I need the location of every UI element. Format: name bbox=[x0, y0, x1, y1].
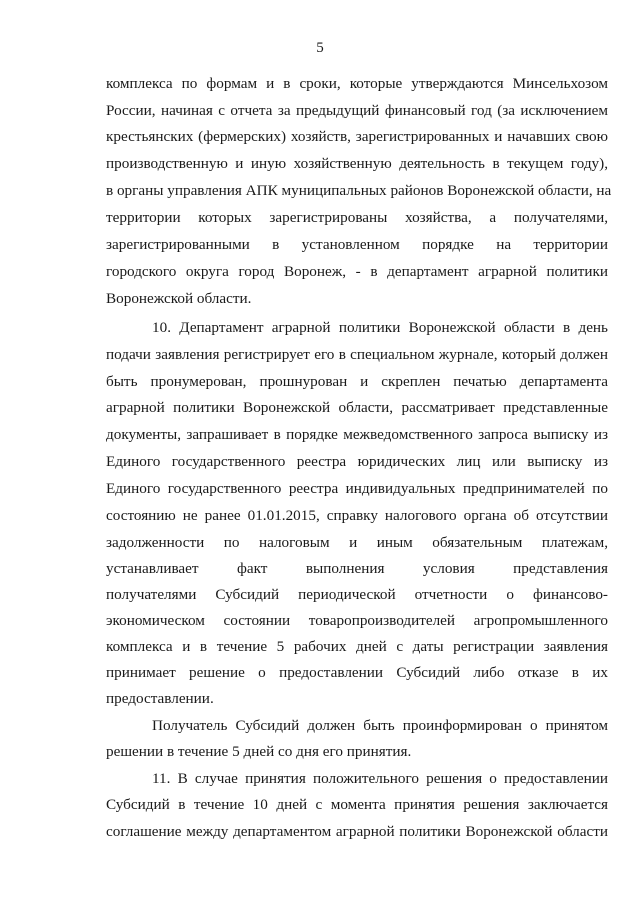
text-line: принимает решение о предоставлении Субсидий либо отказе в их bbox=[106, 664, 608, 681]
text-line: состоянию не ранее 01.01.2015, справку налогового органа об отсутствии bbox=[106, 507, 608, 524]
text-line: комплекса по формам и в сроки, которые утверждаются Минсельхозом bbox=[106, 75, 608, 92]
text-line: городского округа город Воронеж, - в департамент аграрной политики bbox=[106, 263, 608, 280]
text-line: Субсидий в течение 10 дней с момента принятия решения заключается bbox=[106, 796, 608, 813]
text-line: решении в течение 5 дней со дня его принятия. bbox=[106, 743, 412, 760]
text-line: в органы управления АПК муниципальных районов Воронежской области, на bbox=[106, 182, 612, 199]
text-line: быть пронумерован, прошнурован и скреплен печатью департамента bbox=[106, 373, 608, 390]
text-line: производственную и иную хозяйственную деятельность в текущем году), bbox=[106, 155, 608, 172]
text-line: зарегистрированными в установленном порядке на территории bbox=[106, 236, 608, 253]
text-line: задолженности по налоговым и иным обязательным платежам, bbox=[106, 534, 608, 551]
text-line: Получатель Субсидий должен быть проинформирован о принятом bbox=[152, 717, 608, 734]
text-line: подачи заявления регистрирует его в специальном журнале, который должен bbox=[106, 346, 608, 363]
text-line: Единого государственного реестра индивидуальных предпринимателей по bbox=[106, 480, 608, 497]
text-line: аграрной политики Воронежской области, рассматривает представленные bbox=[106, 399, 608, 416]
page-number: 5 bbox=[316, 40, 324, 56]
text-line: соглашение между департаментом аграрной политики Воронежской области bbox=[106, 823, 608, 840]
text-line: комплекса и в течение 5 рабочих дней с даты регистрации заявления bbox=[106, 638, 608, 655]
text-line: получателями Субсидий периодической отчетности о финансово- bbox=[106, 586, 608, 603]
text-line: документы, запрашивает в порядке межведомственного запроса выписку из bbox=[106, 426, 608, 443]
text-line: предоставлении. bbox=[106, 690, 214, 707]
text-line: России, начиная с отчета за предыдущий финансовый год (за исключением bbox=[106, 102, 608, 119]
text-line: крестьянских (фермерских) хозяйств, зарегистрированных и начавших свою bbox=[106, 128, 608, 145]
text-line: Единого государственного реестра юридических лиц или выписку из bbox=[106, 453, 608, 470]
text-line: 11. В случае принятия положительного решения о предоставлении bbox=[152, 770, 608, 787]
text-line: 10. Департамент аграрной политики Воронежской области в день bbox=[152, 319, 608, 336]
text-line: территории которых зарегистрированы хозяйства, а получателями, bbox=[106, 209, 608, 226]
text-line: экономическом состоянии товаропроизводителей агропромышленного bbox=[106, 612, 608, 629]
text-line: Воронежской области. bbox=[106, 290, 252, 307]
text-line: устанавливает факт выполнения условия представления bbox=[106, 560, 608, 577]
